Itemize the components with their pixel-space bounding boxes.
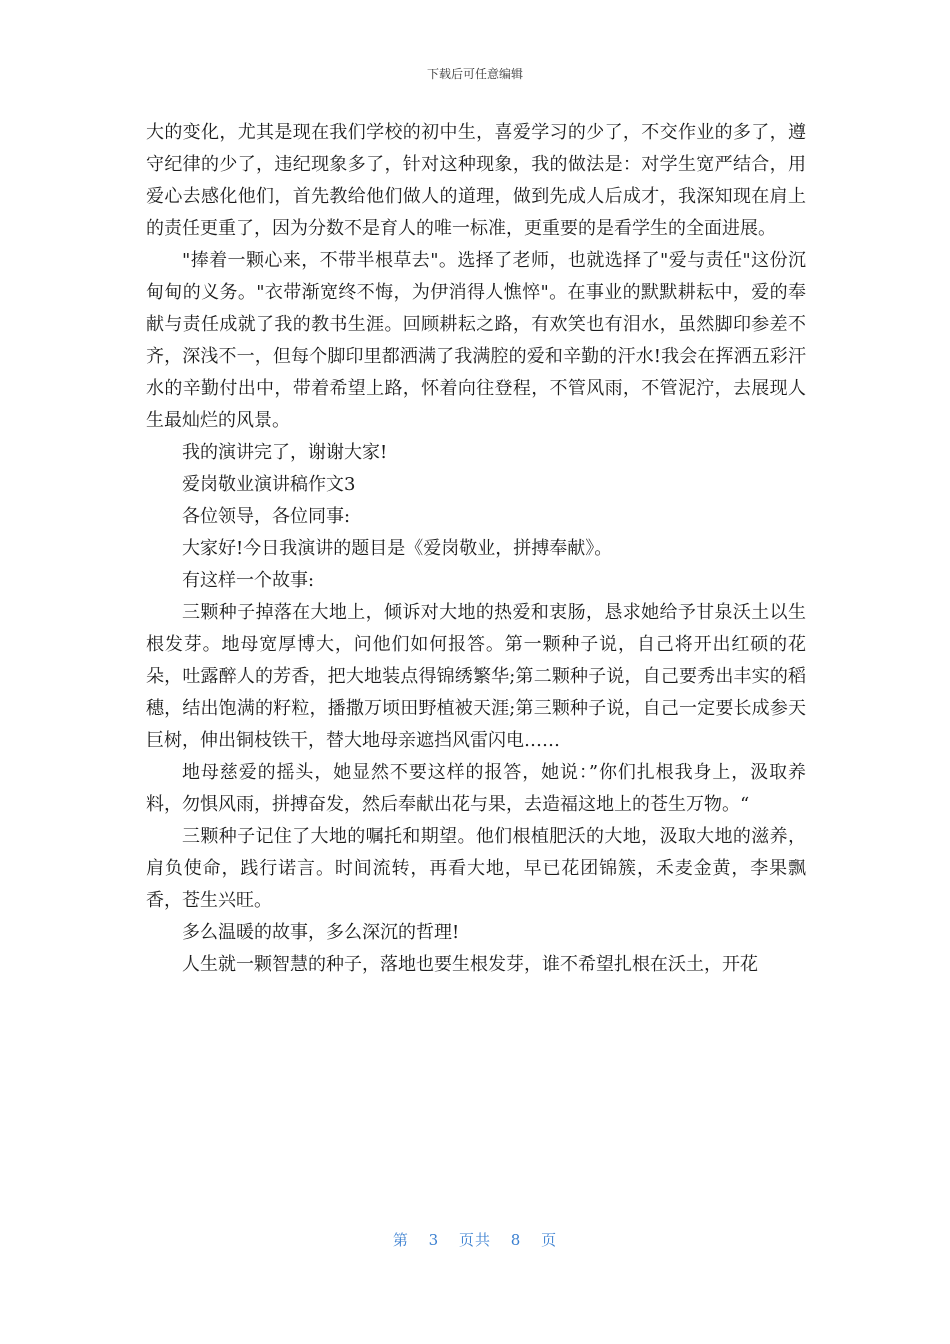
page-header-note: 下载后可任意编辑 [426,67,523,81]
paragraph-11: 多么温暖的故事，多么深沉的哲理! [182,922,460,943]
current-page-number: 3 [428,1231,440,1249]
footer-prefix: 第 [392,1231,409,1249]
paragraph-3: 我的演讲完了，谢谢大家! [182,442,388,463]
footer-middle: 页共 [458,1231,491,1249]
paragraph-12: 人生就一颗智慧的种子，落地也要生根发芽，谁不希望扎根在沃土，开花 [182,954,758,975]
total-page-number: 8 [510,1231,522,1249]
paragraph-5: 各位领导，各位同事: [182,506,351,527]
paragraph-4-heading: 爱岗敬业演讲稿作文3 [182,474,356,495]
document-body [146,117,806,981]
paragraph-2: "捧着一颗心来，不带半根草去"。选择了老师，也就选择了"爱与责任"这份沉甸甸的义务。"衣带渐宽终不悔，为伊消得人憔悴"。在事业的默默耕耘中，爱的奉献与责任成就了我的教书生涯。回顾耕耘之路，有欢笑也有泪水，虽然脚印参差不齐，深浅不一，但每个脚印里都洒满了我满腔的爱和辛勤的汗水!我会在挥洒五彩汗水的辛勤付出中，带着希望上路，怀着向往登程，不管风雨，不管泥泞，去展现人生最灿烂的风景。 [146,250,806,431]
page-number-footer [0,1230,950,1250]
paragraph-7: 有这样一个故事: [182,570,315,591]
footer-suffix: 页 [541,1231,558,1249]
paragraph-1: 大的变化，尤其是现在我们学校的初中生，喜爱学习的少了，不交作业的多了，遵守纪律的少了，违纪现象多了，针对这种现象，我的做法是：对学生宽严结合，用爱心去感化他们，首先教给他们做人的道理，做到先成人后成才，我深知现在肩上的责任更重了，因为分数不是育人的唯一标准，更重要的是看学生的全面进展。 [146,122,806,239]
paragraph-10: 三颗种子记住了大地的嘱托和期望。他们根植肥沃的大地，汲取大地的滋养，肩负使命，践行诺言。时间流转，再看大地，早已花团锦簇，禾麦金黄，李果飘香，苍生兴旺。 [146,826,806,911]
paragraph-6: 大家好!今日我演讲的题目是《爱岗敬业，拼搏奉献》。 [182,538,613,559]
paragraph-8: 三颗种子掉落在大地上，倾诉对大地的热爱和衷肠，恳求她给予甘泉沃土以生根发芽。地母宽厚博大，问他们如何报答。第一颗种子说，自己将开出红硕的花朵，吐露醉人的芳香，把大地装点得锦绣繁华;第二颗种子说，自己要秀出丰实的稻穗，结出饱满的籽粒，播撒万顷田野植被天涯;第三颗种子说，自己一定要长成参天巨树，伸出铜枝铁干，替大地母亲遮挡风雷闪电…… [146,602,806,751]
paragraph-9: 地母慈爱的摇头，她显然不要这样的报答，她说：”你们扎根我身上，汲取养料，勿惧风雨，拼搏奋发，然后奉献出花与果，去造福这地上的苍生万物。“ [146,762,806,815]
